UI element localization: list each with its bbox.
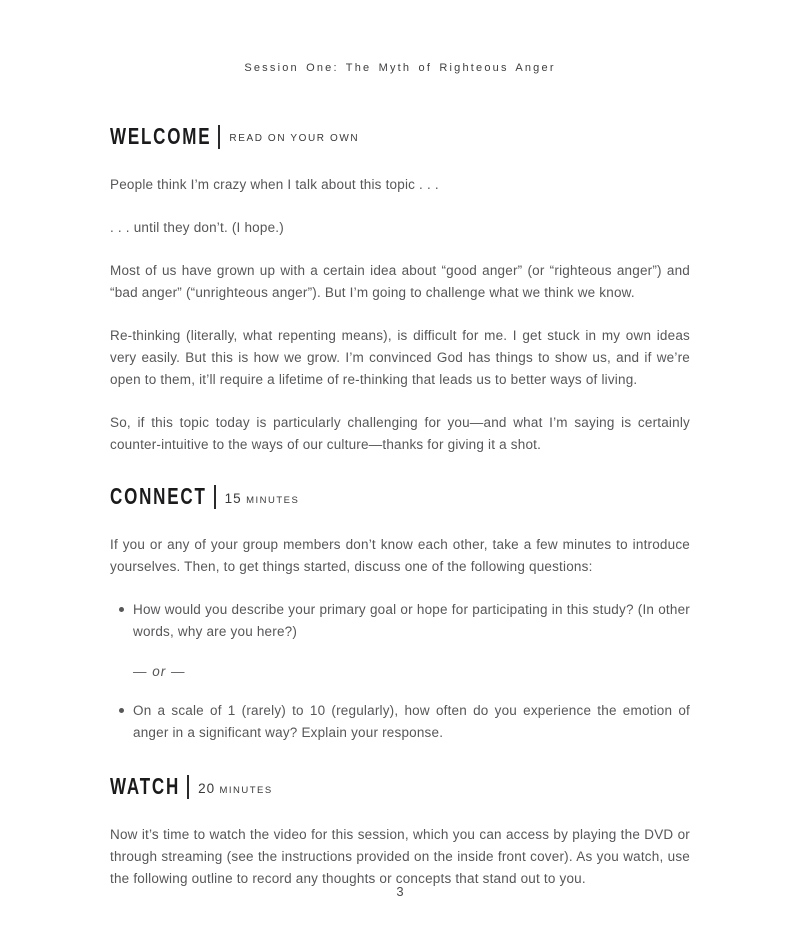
question-text: How would you describe your primary goal or hope for participating in this study? (In other words, why are you here?) <box>133 602 690 639</box>
list-item <box>110 700 690 744</box>
welcome-paragraph-1: People think I’m crazy when I talk about this topic . . . <box>110 177 439 192</box>
watch-title: WATCH <box>110 773 181 800</box>
welcome-paragraph-3: Most of us have grown up with a certain idea about “good anger” (or “righteous anger”) and “bad anger” (“unrighteous anger”). But I’m going to challenge what we think we know. <box>110 263 690 300</box>
connect-intro-paragraph: If you or any of your group members don’t know each other, take a few minutes to introduce yourselves. Then, to get things started, discuss one of the following questions: <box>110 537 690 574</box>
list-item <box>110 599 690 643</box>
connect-duration-unit: MINUTES <box>246 494 300 506</box>
connect-heading <box>110 482 690 512</box>
watch-intro-paragraph: Now it’s time to watch the video for this session, which you can access by playing the DVD or through streaming (see the instructions provided on the inside front cover). As you watch, use the following outline to record any thoughts or concepts that stand out to you. <box>110 827 690 886</box>
welcome-paragraph-4: Re-thinking (literally, what repenting means), is difficult for me. I get stuck in my own ideas very easily. But this is how we grow. I’m convinced God has things to show us, and if we’re open to them, it’ll require a lifetime of re-thinking that leads us to better ways of living. <box>110 328 690 387</box>
heading-divider-bar <box>187 775 189 799</box>
text-block <box>110 0 690 911</box>
heading-divider-bar <box>214 485 216 509</box>
heading-divider-bar <box>218 125 220 149</box>
connect-title: CONNECT <box>110 483 207 510</box>
discussion-questions-list <box>110 700 690 744</box>
watch-duration-unit: MINUTES <box>219 784 273 796</box>
welcome-paragraph-2: . . . until they don’t. (I hope.) <box>110 220 284 235</box>
welcome-heading <box>110 122 690 152</box>
bullet-icon <box>119 607 124 612</box>
discussion-questions-list <box>110 599 690 643</box>
question-text: On a scale of 1 (rarely) to 10 (regularly), how often do you experience the emotion of anger in a significant way? Explain your response. <box>133 703 690 740</box>
or-separator: — or — <box>133 664 186 679</box>
session-title: Session One: The Myth of Righteous Anger <box>244 62 556 74</box>
connect-duration <box>225 489 300 506</box>
watch-duration-number: 20 <box>198 780 216 796</box>
welcome-subtitle: READ ON YOUR OWN <box>229 132 360 144</box>
watch-heading <box>110 772 690 802</box>
watch-duration <box>198 779 273 796</box>
connect-duration-number: 15 <box>224 490 242 506</box>
bullet-icon <box>119 708 124 713</box>
welcome-title: WELCOME <box>110 123 212 150</box>
page-number: 3 <box>396 884 404 899</box>
welcome-paragraph-5: So, if this topic today is particularly challenging for you—and what I’m saying is certainly counter-intuitive to the ways of our culture—thanks for giving it a shot. <box>110 415 690 452</box>
